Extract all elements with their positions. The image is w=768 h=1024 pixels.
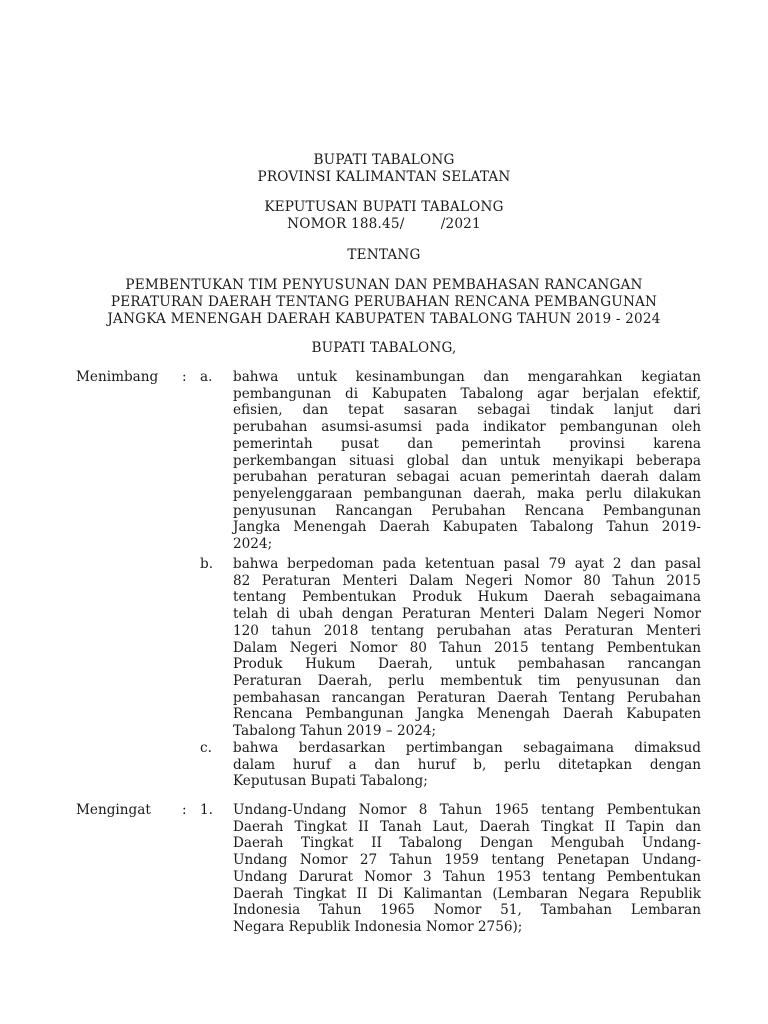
text-line: perubahan asumsi-asumsi pada indikator pembangunan oleh [233, 419, 701, 436]
item-marker: 1. [200, 802, 213, 818]
document-heading [0, 152, 768, 186]
decree-subject [0, 277, 768, 328]
text-line: pembahasan rancangan Peraturan Daerah Tentang Perubahan [233, 689, 701, 706]
considering-colon: : [182, 369, 187, 385]
text-line: Keputusan Bupati Tabalong; [233, 773, 428, 790]
text-line: pembangunan di Kabupaten Tabalong agar berjalan efektif, [233, 385, 701, 402]
recalling-colon: : [182, 802, 187, 818]
item-text [233, 369, 701, 553]
text-line: telah di ubah dengan Peraturan Menteri Dalam Negeri Nomor [233, 606, 701, 623]
text-line: perkembangan situasi global dan untuk menyikapi beberapa [233, 452, 701, 469]
text-line: Tabalong Tahun 2019 – 2024; [233, 723, 437, 740]
text-line: Daerah Tingkat II Tanah Laut, Daerah Tingkat II Tapin dan [233, 818, 701, 835]
text-line: bahwa berpedoman pada ketentuan pasal 79 ayat 2 dan pasal [233, 556, 701, 572]
about-heading [0, 247, 768, 264]
item-marker: c. [200, 740, 212, 756]
text-line: dalam huruf a dan huruf b, perlu ditetapkan dengan [233, 756, 701, 773]
text-line: Undang Nomor 27 Tahun 1959 tentang Penetapan Undang- [233, 852, 701, 869]
recalling-label: Mengingat [76, 802, 151, 818]
text-line: Daerah Tingkat II Tabalong Dengan Mengubah Undang- [233, 835, 701, 852]
issuer-title: BUPATI TABALONG, [311, 340, 457, 356]
item-text [233, 740, 701, 790]
item-text [233, 802, 701, 936]
item-marker: a. [200, 369, 213, 385]
about-label: TENTANG [347, 247, 421, 263]
text-line: Jangka Menengah Daerah Kabupaten Tabalong Tahun 2019- [233, 519, 701, 536]
text-line: 82 Peraturan Menteri Dalam Negeri Nomor 80 Tahun 2015 [233, 572, 701, 589]
text-line: 2024; [233, 536, 273, 553]
considering-label: Menimbang [76, 369, 159, 385]
text-line: Undang-Undang Nomor 8 Tahun 1965 tentang Pembentukan [233, 802, 701, 818]
text-line: tentang Pembentukan Produk Hukum Daerah sebagaimana [233, 589, 701, 606]
province-title: PROVINSI KALIMANTAN SELATAN [257, 169, 511, 185]
text-line: Peraturan Daerah, perlu membentuk tim penyusunan dan [233, 672, 701, 689]
text-line: Indonesia Tahun 1965 Nomor 51, Tambahan Lembaran [233, 902, 701, 919]
text-line: perubahan peraturan sebagai acuan pemerintah daerah dalam [233, 469, 701, 486]
text-line: penyusunan Rancangan Perubahan Rencana Pembangunan [233, 502, 701, 519]
text-line: penyelenggaraan pembangunan daerah, maka perlu dilakukan [233, 485, 701, 502]
decree-heading [0, 199, 768, 233]
decree-number: NOMOR 188.45/ /2021 [287, 216, 481, 232]
text-line: pemerintah pusat dan pemerintah provinsi karena [233, 435, 701, 452]
text-line: Daerah Tingkat II Di Kalimantan (Lembaran Negara Republik [233, 885, 701, 902]
subject-line: JANGKA MENENGAH DAERAH KABUPATEN TABALONG TAHUN 2019 - 2024 [107, 311, 661, 327]
item-marker: b. [200, 556, 214, 572]
text-line: Dalam Negeri Nomor 80 Tahun 2015 tentang Pembentukan [233, 639, 701, 656]
regent-title: BUPATI TABALONG [313, 152, 455, 168]
text-line: Negara Republik Indonesia Nomor 2756); [233, 918, 523, 935]
text-line: Rencana Pembangunan Jangka Menengah Daerah Kabupaten [233, 706, 701, 723]
text-line: bahwa berdasarkan pertimbangan sebagaimana dimaksud [233, 740, 701, 756]
text-line: Undang Darurat Nomor 3 Tahun 1953 tentang Pembentukan [233, 868, 701, 885]
issuer-heading [0, 340, 768, 357]
text-line: bahwa untuk kesinambungan dan mengarahkan kegiatan [233, 369, 701, 385]
text-line: efisien, dan tepat sasaran sebagai tindak lanjut dari [233, 402, 701, 419]
subject-line: PERATURAN DAERAH TENTANG PERUBAHAN RENCANA PEMBANGUNAN [110, 294, 658, 310]
subject-line: PEMBENTUKAN TIM PENYUSUNAN DAN PEMBAHASAN RANCANGAN [125, 277, 643, 293]
decree-title: KEPUTUSAN BUPATI TABALONG [264, 199, 504, 215]
text-line: 120 tahun 2018 tentang perubahan atas Peraturan Menteri [233, 622, 701, 639]
text-line: Produk Hukum Daerah, untuk pembahasan rancangan [233, 656, 701, 673]
item-text [233, 556, 701, 740]
